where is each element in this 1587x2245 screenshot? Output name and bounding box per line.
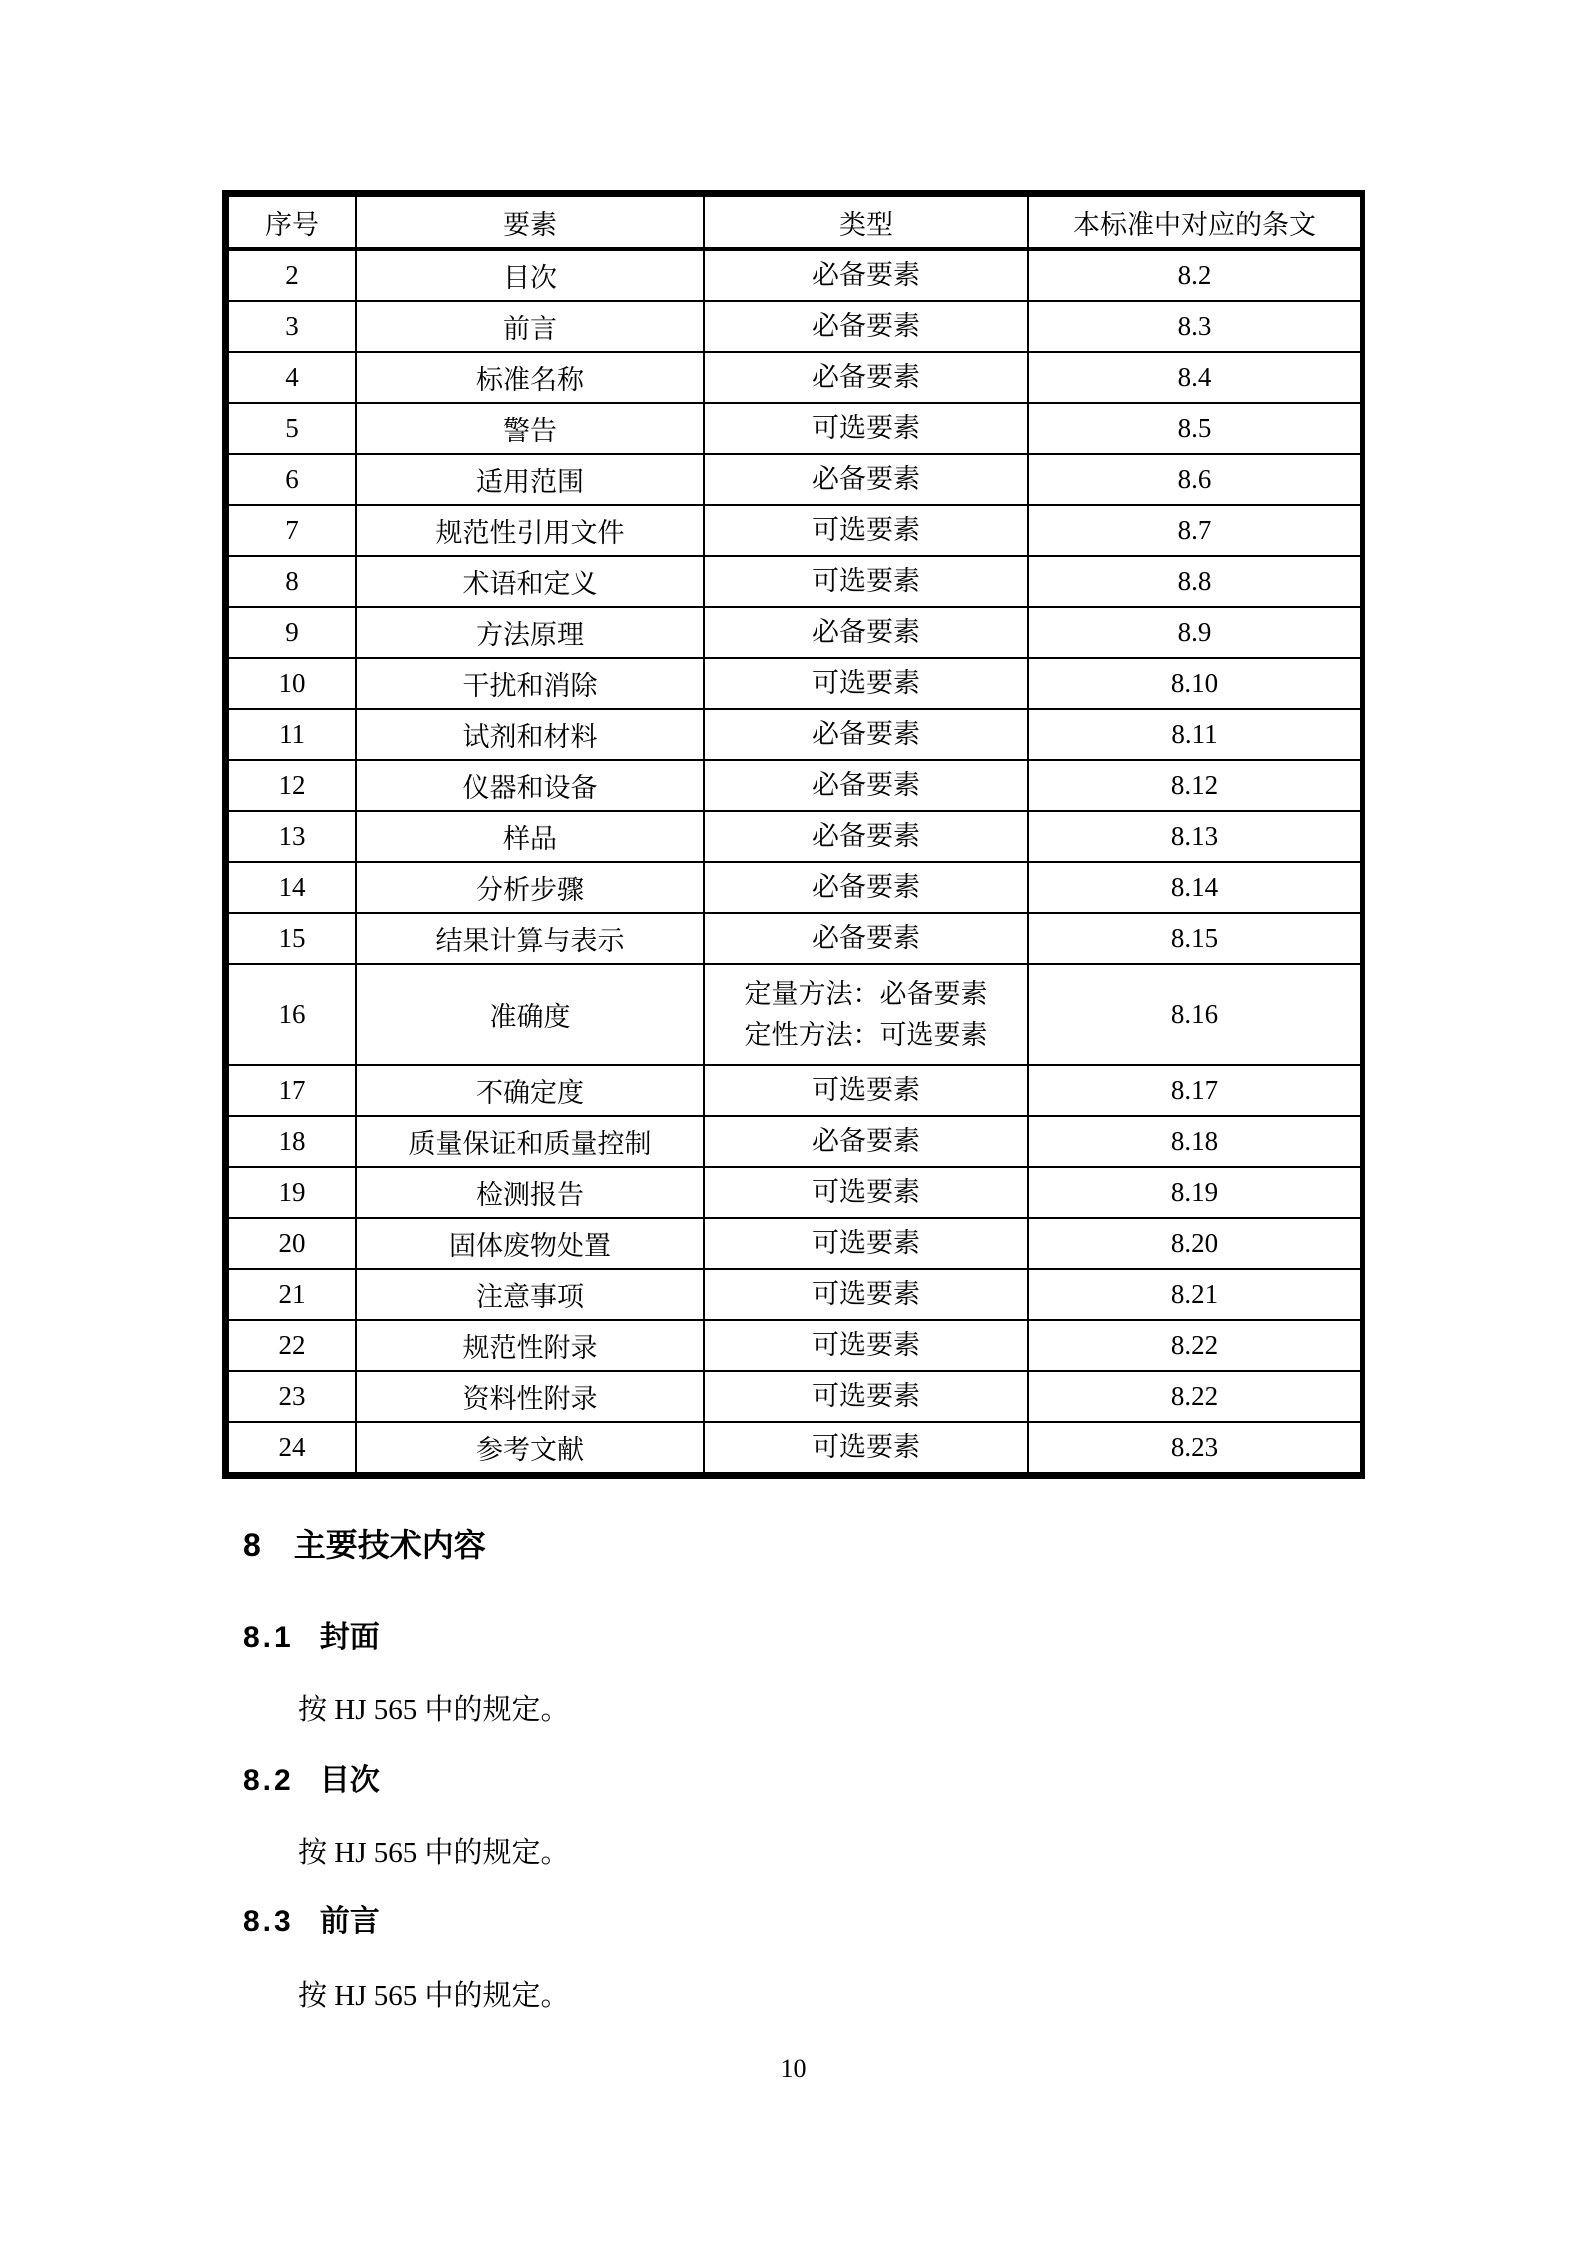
section-body-8-1: 按 HJ 565 中的规定。 (298, 1694, 570, 1726)
type-line: 必备要素 (812, 872, 920, 902)
cell-element: 规范性附录 (356, 1320, 704, 1371)
cell-element: 仪器和设备 (356, 760, 704, 811)
type-line: 必备要素 (812, 617, 920, 647)
cell-clause: 8.19 (1028, 1167, 1361, 1218)
table-row (228, 913, 1361, 964)
cell-no: 16 (228, 964, 356, 1065)
type-line: 可选要素 (812, 1228, 920, 1258)
section-heading-8 (243, 1522, 486, 1568)
table-row (228, 454, 1361, 505)
section-body-8-2: 按 HJ 565 中的规定。 (298, 1837, 570, 1869)
table-row (228, 1371, 1361, 1422)
cell-no: 17 (228, 1065, 356, 1116)
type-line: 定性方法：可选要素 (744, 1019, 988, 1050)
cell-clause: 8.22 (1028, 1371, 1361, 1422)
cell-type (704, 760, 1028, 811)
cell-no: 21 (228, 1269, 356, 1320)
cell-no: 2 (228, 249, 356, 301)
cell-element: 术语和定义 (356, 556, 704, 607)
cell-no: 10 (228, 658, 356, 709)
cell-clause: 8.5 (1028, 403, 1361, 454)
cell-clause: 8.4 (1028, 352, 1361, 403)
section-body-8-3: 按 HJ 565 中的规定。 (298, 1980, 570, 2012)
cell-no: 20 (228, 1218, 356, 1269)
cell-type (704, 1116, 1028, 1167)
cell-type (704, 1371, 1028, 1422)
cell-element: 检测报告 (356, 1167, 704, 1218)
column-header-type: 类型 (704, 196, 1028, 249)
cell-type (704, 913, 1028, 964)
cell-no: 4 (228, 352, 356, 403)
section-number: 8.2 (243, 1764, 294, 1797)
cell-clause: 8.16 (1028, 964, 1361, 1065)
cell-clause: 8.9 (1028, 607, 1361, 658)
cell-element: 规范性引用文件 (356, 505, 704, 556)
cell-clause: 8.2 (1028, 249, 1361, 301)
type-line: 可选要素 (812, 668, 920, 698)
table-row (228, 964, 1361, 1065)
section-heading-8-2 (243, 1758, 380, 1804)
type-line: 可选要素 (812, 1381, 920, 1411)
cell-no: 15 (228, 913, 356, 964)
table-row (228, 1422, 1361, 1473)
cell-clause: 8.11 (1028, 709, 1361, 760)
cell-element: 准确度 (356, 964, 704, 1065)
cell-type (704, 862, 1028, 913)
cell-clause: 8.22 (1028, 1320, 1361, 1371)
cell-element: 警告 (356, 403, 704, 454)
table-row (228, 1218, 1361, 1269)
table-row (228, 403, 1361, 454)
type-line: 必备要素 (812, 719, 920, 749)
cell-element: 适用范围 (356, 454, 704, 505)
cell-type (704, 556, 1028, 607)
section-title: 前言 (319, 1905, 380, 1938)
cell-element: 方法原理 (356, 607, 704, 658)
cell-clause: 8.3 (1028, 301, 1361, 352)
cell-element: 结果计算与表示 (356, 913, 704, 964)
table-row (228, 352, 1361, 403)
cell-element: 资料性附录 (356, 1371, 704, 1422)
type-line: 可选要素 (812, 1177, 920, 1207)
table-row (228, 249, 1361, 301)
table-row (228, 556, 1361, 607)
section-title: 封面 (319, 1621, 380, 1654)
section-number: 8.3 (243, 1905, 294, 1938)
cell-clause: 8.8 (1028, 556, 1361, 607)
cell-type (704, 1218, 1028, 1269)
table-row (228, 1167, 1361, 1218)
cell-no: 3 (228, 301, 356, 352)
cell-no: 24 (228, 1422, 356, 1473)
type-line: 必备要素 (812, 821, 920, 851)
table-header-row (228, 196, 1361, 249)
cell-no: 7 (228, 505, 356, 556)
cell-type (704, 505, 1028, 556)
cell-no: 13 (228, 811, 356, 862)
cell-clause: 8.18 (1028, 1116, 1361, 1167)
cell-clause: 8.7 (1028, 505, 1361, 556)
table-row (228, 1116, 1361, 1167)
cell-element: 前言 (356, 301, 704, 352)
cell-clause: 8.21 (1028, 1269, 1361, 1320)
cell-clause: 8.12 (1028, 760, 1361, 811)
cell-clause: 8.14 (1028, 862, 1361, 913)
elements-table (222, 190, 1365, 1479)
cell-no: 19 (228, 1167, 356, 1218)
page-number: 10 (780, 2054, 807, 2083)
cell-element: 参考文献 (356, 1422, 704, 1473)
type-line: 必备要素 (812, 311, 920, 341)
table-row (228, 658, 1361, 709)
table-row (228, 505, 1361, 556)
section-heading-8-1 (243, 1615, 380, 1661)
type-line: 可选要素 (812, 1279, 920, 1309)
cell-element: 标准名称 (356, 352, 704, 403)
cell-clause: 8.10 (1028, 658, 1361, 709)
cell-type (704, 811, 1028, 862)
cell-clause: 8.13 (1028, 811, 1361, 862)
type-line: 必备要素 (812, 260, 920, 290)
cell-no: 8 (228, 556, 356, 607)
column-header-clause: 本标准中对应的条文 (1028, 196, 1361, 249)
cell-element: 干扰和消除 (356, 658, 704, 709)
column-header-no: 序号 (228, 196, 356, 249)
cell-type (704, 1269, 1028, 1320)
cell-element: 样品 (356, 811, 704, 862)
cell-type (704, 658, 1028, 709)
cell-no: 23 (228, 1371, 356, 1422)
section-number: 8.1 (243, 1621, 294, 1654)
type-line: 必备要素 (812, 362, 920, 392)
elements-table-grid (227, 195, 1362, 1474)
type-line: 可选要素 (812, 1330, 920, 1360)
table-row (228, 1320, 1361, 1371)
cell-element: 不确定度 (356, 1065, 704, 1116)
cell-element: 目次 (356, 249, 704, 301)
type-line: 可选要素 (812, 1432, 920, 1462)
type-line: 可选要素 (812, 515, 920, 545)
cell-no: 14 (228, 862, 356, 913)
cell-element: 注意事项 (356, 1269, 704, 1320)
cell-element: 试剂和材料 (356, 709, 704, 760)
table-row (228, 607, 1361, 658)
cell-type (704, 1422, 1028, 1473)
cell-element: 质量保证和质量控制 (356, 1116, 704, 1167)
cell-type (704, 709, 1028, 760)
cell-no: 5 (228, 403, 356, 454)
section-title: 目次 (319, 1764, 380, 1797)
cell-type (704, 301, 1028, 352)
table-row (228, 301, 1361, 352)
cell-clause: 8.6 (1028, 454, 1361, 505)
cell-element: 分析步骤 (356, 862, 704, 913)
type-line: 可选要素 (812, 413, 920, 443)
type-line: 定量方法：必备要素 (744, 978, 988, 1009)
type-line: 必备要素 (812, 1126, 920, 1156)
cell-no: 22 (228, 1320, 356, 1371)
cell-type (704, 1167, 1028, 1218)
type-line: 可选要素 (812, 566, 920, 596)
table-row (228, 760, 1361, 811)
cell-type (704, 249, 1028, 301)
cell-type (704, 352, 1028, 403)
cell-type (704, 964, 1028, 1065)
cell-clause: 8.17 (1028, 1065, 1361, 1116)
cell-no: 9 (228, 607, 356, 658)
section-number: 8 (243, 1527, 264, 1563)
cell-no: 11 (228, 709, 356, 760)
table-row (228, 1065, 1361, 1116)
cell-type (704, 454, 1028, 505)
table-row (228, 1269, 1361, 1320)
type-line: 必备要素 (812, 770, 920, 800)
table-row (228, 811, 1361, 862)
cell-no: 18 (228, 1116, 356, 1167)
section-heading-8-3 (243, 1899, 380, 1945)
column-header-element: 要素 (356, 196, 704, 249)
cell-element: 固体废物处置 (356, 1218, 704, 1269)
type-line: 必备要素 (812, 464, 920, 494)
cell-clause: 8.15 (1028, 913, 1361, 964)
table-row (228, 862, 1361, 913)
cell-type (704, 403, 1028, 454)
type-line: 可选要素 (812, 1075, 920, 1105)
cell-type (704, 607, 1028, 658)
cell-type (704, 1065, 1028, 1116)
cell-clause: 8.23 (1028, 1422, 1361, 1473)
cell-no: 12 (228, 760, 356, 811)
cell-clause: 8.20 (1028, 1218, 1361, 1269)
table-row (228, 709, 1361, 760)
type-line: 必备要素 (812, 923, 920, 953)
cell-no: 6 (228, 454, 356, 505)
cell-type (704, 1320, 1028, 1371)
section-title: 主要技术内容 (293, 1527, 486, 1563)
